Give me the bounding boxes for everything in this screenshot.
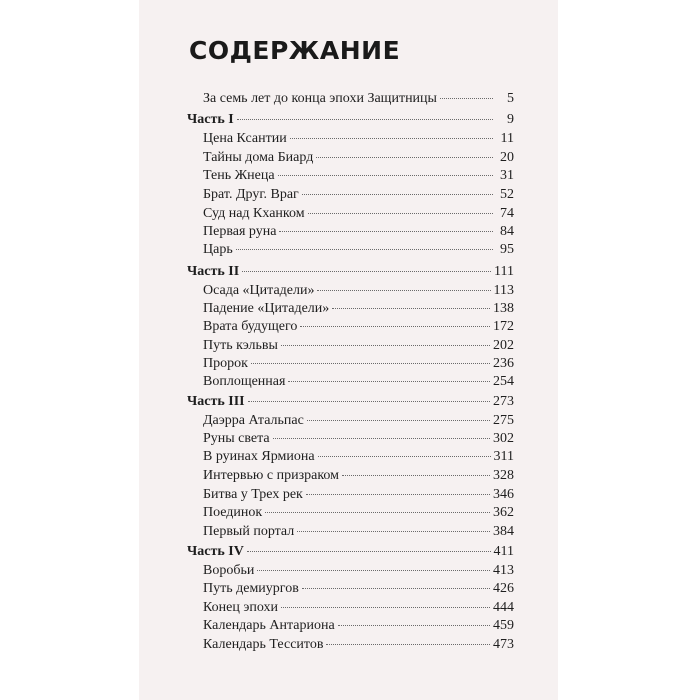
toc-page-number: 31 (500, 168, 514, 183)
toc-entry-label: Первый портал (203, 524, 295, 539)
dot-leader (247, 550, 491, 552)
toc-page-number: 254 (493, 374, 514, 389)
dot-leader (306, 493, 490, 495)
dot-leader (288, 380, 490, 382)
dot-leader (279, 230, 493, 232)
toc-page-number: 202 (493, 338, 514, 353)
dot-leader (338, 624, 490, 626)
dot-leader (342, 474, 490, 476)
toc-entry-row (203, 242, 514, 260)
toc-page-number: 84 (500, 224, 514, 239)
toc-page-number: 459 (493, 618, 514, 633)
toc-entry-label: Интервью с призраком (203, 468, 340, 483)
toc-part-row (187, 544, 514, 562)
dot-leader (236, 248, 493, 250)
toc-page-number: 311 (493, 449, 514, 464)
toc-part-label: Часть I (187, 112, 234, 127)
toc-part-row (187, 112, 514, 130)
toc-page-number: 9 (507, 112, 514, 127)
toc-entry-label: Осада «Цитадели» (203, 283, 315, 298)
toc-part-label: Часть III (187, 394, 245, 409)
toc-entry-row (203, 356, 514, 374)
toc-page-number: 52 (500, 187, 514, 202)
toc-page-number: 426 (493, 581, 514, 596)
toc-entry-row (203, 487, 514, 505)
toc-entry-label: Врата будущего (203, 319, 298, 334)
toc-page-number: 444 (493, 600, 514, 615)
dot-leader (308, 212, 493, 214)
toc-entry-row (203, 413, 514, 431)
toc-entry-row (203, 600, 514, 618)
toc-entry-label: Воробьи (203, 563, 255, 578)
toc-entry-label: Календарь Антариона (203, 618, 335, 633)
toc-page-number: 236 (493, 356, 514, 371)
toc-entry-label: Суд над Кханком (203, 206, 305, 221)
dot-leader (237, 118, 493, 120)
toc-entry-row (203, 505, 514, 523)
dot-leader (290, 137, 493, 139)
toc-entry-label: Тайны дома Биард (203, 150, 314, 165)
toc-entry-row (203, 301, 514, 319)
dot-leader (316, 156, 493, 158)
dot-leader (278, 174, 493, 176)
toc-page-number: 172 (493, 319, 514, 334)
toc-entry-label: Пророк (203, 356, 248, 371)
dot-leader (326, 643, 490, 645)
toc-entry-row (203, 338, 514, 356)
toc-entry-row (203, 131, 514, 149)
toc-entry-label: Падение «Цитадели» (203, 301, 330, 316)
toc-page-number: 384 (493, 524, 514, 539)
toc-entry-label: Царь (203, 242, 233, 257)
dot-leader (297, 530, 490, 532)
toc-entry-label: Руны света (203, 431, 270, 446)
dot-leader (281, 606, 490, 608)
toc-entry-label: Брат. Друг. Враг (203, 187, 299, 202)
dot-leader (248, 400, 490, 402)
toc-entry-row (203, 319, 514, 337)
toc-entry-label: Даэрра Атальпас (203, 413, 304, 428)
toc-entry-row (203, 206, 514, 224)
toc-page-number: 273 (493, 394, 514, 409)
toc-page-number: 411 (493, 544, 514, 559)
toc-page-number: 95 (500, 242, 514, 257)
toc-entry-label: Битва у Трех рек (203, 487, 303, 502)
toc-part-row (187, 264, 514, 282)
toc-entry-label: Воплощенная (203, 374, 286, 389)
toc-page-number: 113 (493, 283, 514, 298)
dot-leader (440, 97, 493, 99)
dot-leader (317, 289, 490, 291)
toc-entry-row (203, 150, 514, 168)
page-title: СОДЕРЖАНИЕ (189, 36, 401, 65)
toc-entry-row (203, 374, 514, 392)
toc-entry-row (203, 563, 514, 581)
dot-leader (318, 455, 491, 457)
dot-leader (302, 587, 490, 589)
toc-page-number: 328 (493, 468, 514, 483)
toc-entry-row (203, 168, 514, 186)
dot-leader (302, 193, 493, 195)
dot-leader (332, 307, 490, 309)
dot-leader (273, 437, 490, 439)
dot-leader (251, 362, 490, 364)
dot-leader (300, 325, 490, 327)
toc-entry-row (203, 91, 514, 109)
toc-page-number: 302 (493, 431, 514, 446)
toc-entry-row (203, 618, 514, 636)
dot-leader (281, 344, 490, 346)
toc-entry-row (203, 449, 514, 467)
toc-entry-label: Путь демиургов (203, 581, 299, 596)
toc-part-label: Часть IV (187, 544, 244, 559)
toc-entry-label: Тень Жнеца (203, 168, 275, 183)
toc-entry-label: Поединок (203, 505, 263, 520)
toc-entry-row (203, 524, 514, 542)
toc-entry-row (203, 637, 514, 655)
toc-page-number: 275 (493, 413, 514, 428)
toc-page-number: 20 (500, 150, 514, 165)
toc-entry-row (203, 283, 514, 301)
toc-page-number: 346 (493, 487, 514, 502)
toc-entry-label: Календарь Тесситов (203, 637, 324, 652)
toc-page-number: 413 (493, 563, 514, 578)
toc-page-number: 74 (500, 206, 514, 221)
toc-page-number: 111 (494, 264, 514, 279)
toc-entry-row (203, 431, 514, 449)
toc-entry-label: Конец эпохи (203, 600, 278, 615)
toc-page-number: 138 (493, 301, 514, 316)
toc-entry-label: В руинах Ярмиона (203, 449, 315, 464)
toc-entry-label: За семь лет до конца эпохи Защитницы (203, 91, 437, 106)
toc-entry-row (203, 224, 514, 242)
toc-entry-row (203, 187, 514, 205)
toc-entry-label: Первая руна (203, 224, 277, 239)
toc-part-row (187, 394, 514, 412)
toc-entry-row (203, 581, 514, 599)
dot-leader (257, 569, 490, 571)
dot-leader (242, 270, 491, 272)
toc-part-label: Часть II (187, 264, 240, 279)
toc-page-number: 11 (500, 131, 514, 146)
toc-page-number: 362 (493, 505, 514, 520)
toc-page-number: 473 (493, 637, 514, 652)
dot-leader (307, 419, 490, 421)
toc-page-number: 5 (507, 91, 514, 106)
dot-leader (265, 511, 490, 513)
toc-entry-label: Цена Ксантии (203, 131, 287, 146)
toc-entry-label: Путь кэльвы (203, 338, 278, 353)
toc-entry-row (203, 468, 514, 486)
